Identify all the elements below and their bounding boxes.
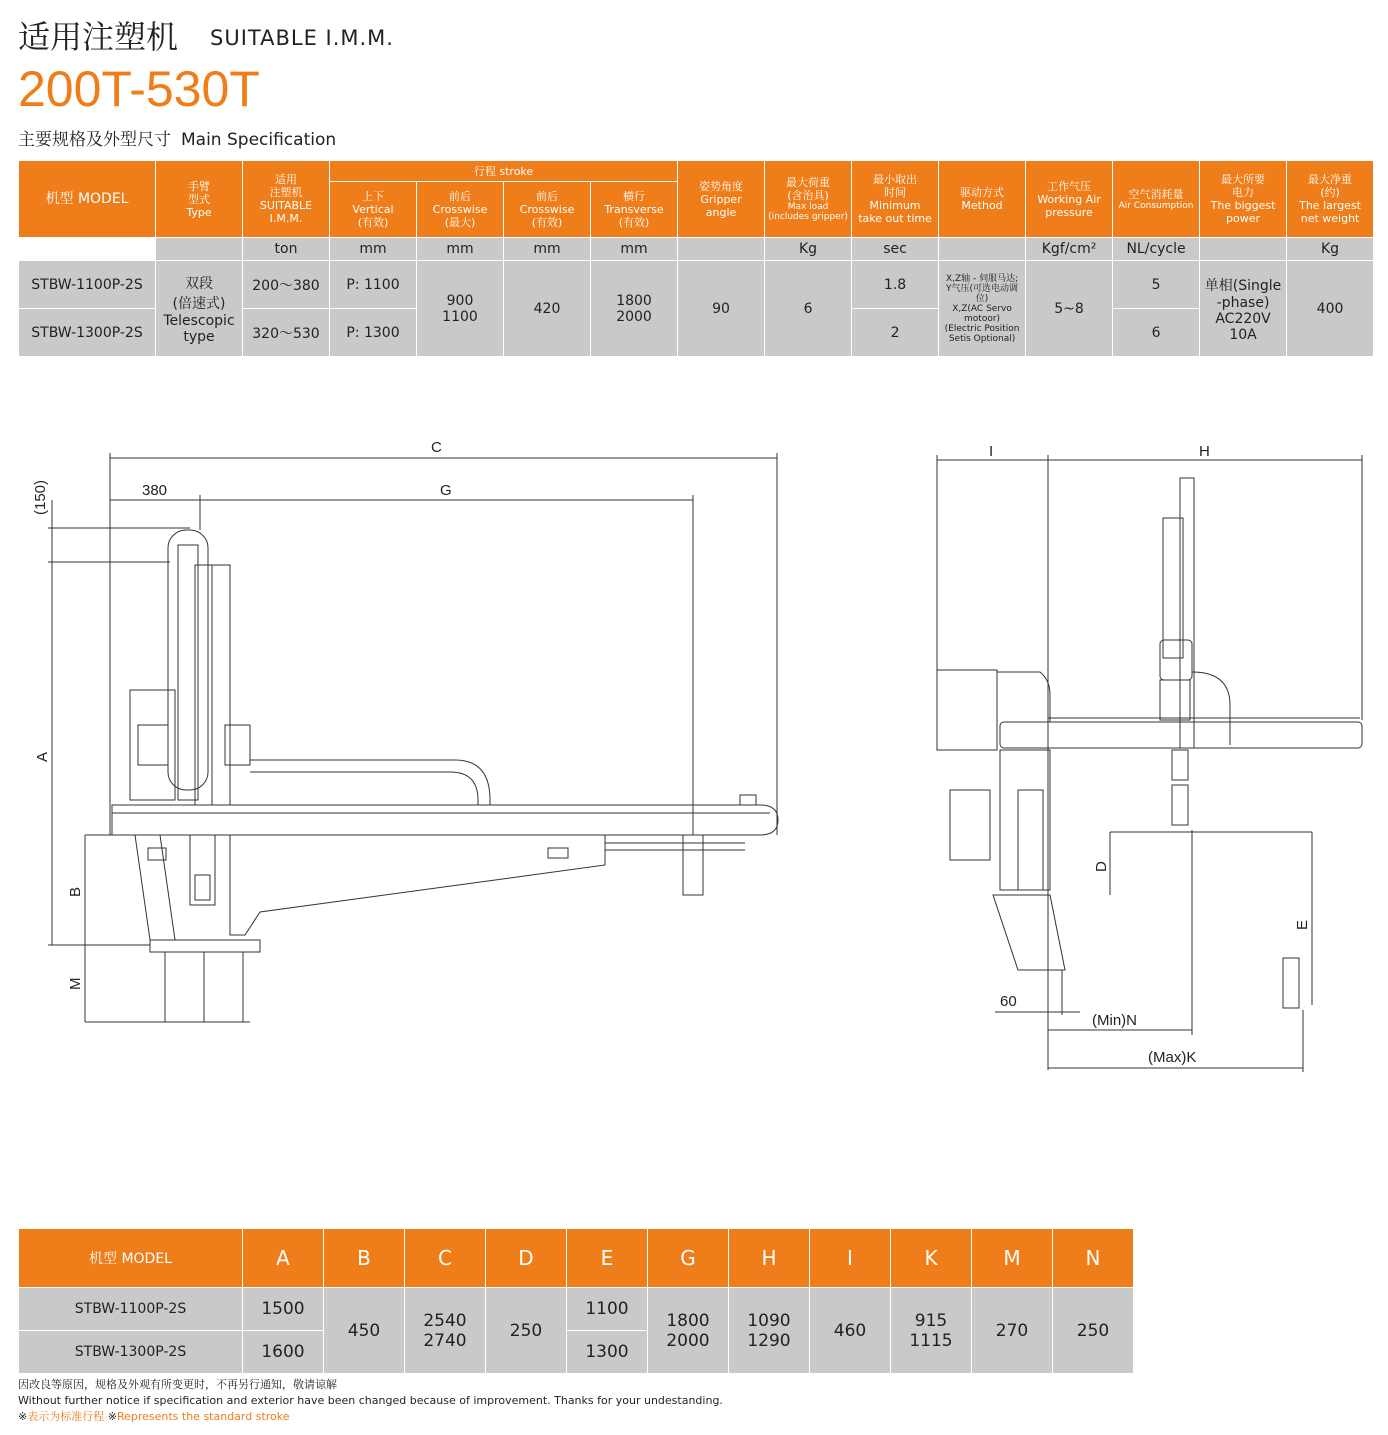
spec-header-transverse: 横行 Transverse (有效) — [591, 182, 678, 238]
note-zh: 因改良等原因，规格及外观有所变更时，不再另行通知，敬请谅解 — [18, 1378, 337, 1391]
dim-header-k: K — [891, 1229, 972, 1288]
dim-header-m: M — [972, 1229, 1053, 1288]
spec-header-cross-eff: 前后 Crosswise (有效) — [504, 182, 591, 238]
dim-label-e: E — [1294, 919, 1311, 930]
spec-header-time: 最小取出 时间 Minimum take out time — [852, 161, 939, 238]
table-row — [19, 1288, 1134, 1331]
spec-header-type: 手臂 型式 Type — [156, 161, 243, 238]
h-cell: 1090 1290 — [729, 1288, 810, 1374]
unit-weight: Kg — [1287, 238, 1374, 261]
unit-transverse: mm — [591, 238, 678, 261]
g-cell: 1800 2000 — [648, 1288, 729, 1374]
imm-cell: 320～530 — [243, 309, 330, 357]
dim-label-60: 60 — [1000, 993, 1017, 1010]
unit-time: sec — [852, 238, 939, 261]
dim-label-i: I — [989, 443, 994, 460]
dim-header-d: D — [486, 1229, 567, 1288]
imm-cell: 200～380 — [243, 261, 330, 309]
dim-header-a: A — [243, 1229, 324, 1288]
consumption-cell: 5 — [1113, 261, 1200, 309]
vertical-cell: P: 1100 — [330, 261, 417, 309]
spec-header-consumption: 空气消耗量 Air Consumption — [1113, 161, 1200, 238]
a-cell: 1500 — [243, 1288, 324, 1331]
unit-load: Kg — [765, 238, 852, 261]
dim-header-g: G — [648, 1229, 729, 1288]
model-cell: STBW-1100P-2S — [19, 1288, 243, 1331]
dim-header-c: C — [405, 1229, 486, 1288]
dim-header-h: H — [729, 1229, 810, 1288]
dim-label-150: (150) — [32, 479, 49, 515]
spec-header-gripper: 姿势角度 Gripper angle — [678, 161, 765, 238]
unit-air: Kgf/cm² — [1026, 238, 1113, 261]
spec-header-imm: 适用 注塑机 SUITABLE I.M.M. — [243, 161, 330, 238]
section-title-en: Main Specification — [181, 130, 337, 150]
footnotes — [18, 1377, 723, 1425]
d-cell: 250 — [486, 1288, 567, 1374]
method-cell: X,Z轴 - 伺服马达; Y气压(可选电动调位) X,Z(AC Servo motoor) (Electric Position Setis Optional) — [939, 261, 1026, 357]
tonnage-range: 200T-530T — [18, 61, 260, 117]
c-cell: 2540 2740 — [405, 1288, 486, 1374]
dim-label-max-k: (Max)K — [1148, 1049, 1197, 1066]
m-cell: 270 — [972, 1288, 1053, 1374]
unit-consumption: NL/cycle — [1113, 238, 1200, 261]
title-en: SUITABLE I.M.M. — [210, 26, 394, 50]
dim-label-g: G — [440, 482, 452, 499]
transverse-cell: 1800 2000 — [591, 261, 678, 357]
time-cell: 1.8 — [852, 261, 939, 309]
type-cell: 双段 (倍速式) Telescopic type — [156, 261, 243, 357]
dim-label-m: M — [67, 977, 84, 990]
spec-header-cross-max: 前后 Crosswise (最大) — [417, 182, 504, 238]
dimension-table — [18, 1228, 1134, 1374]
front-view-drawing — [48, 453, 778, 1022]
model-cell: STBW-1300P-2S — [19, 309, 156, 357]
consumption-cell: 6 — [1113, 309, 1200, 357]
section-title-zh: 主要规格及外型尺寸 — [18, 130, 171, 150]
a-cell: 1600 — [243, 1331, 324, 1374]
side-view-drawing — [937, 455, 1362, 1072]
standard-stroke-note: ※表示为标准行程 ※Represents the standard stroke — [18, 1410, 290, 1423]
model-cell: STBW-1100P-2S — [19, 261, 156, 309]
dim-label-c: C — [431, 439, 442, 456]
spec-header-load: 最大荷重 (含治具) Max load (includes gripper) — [765, 161, 852, 238]
model-cell: STBW-1300P-2S — [19, 1331, 243, 1374]
dim-header-e: E — [567, 1229, 648, 1288]
e-cell: 1100 — [567, 1288, 648, 1331]
spec-header-model: 机型 MODEL — [19, 161, 156, 238]
dim-header-n: N — [1053, 1229, 1134, 1288]
dim-header-i: I — [810, 1229, 891, 1288]
b-cell: 450 — [324, 1288, 405, 1374]
n-cell: 250 — [1053, 1288, 1134, 1374]
dim-header-model: 机型 MODEL — [19, 1229, 243, 1288]
cross-max-cell: 900 1100 — [417, 261, 504, 357]
gripper-cell: 90 — [678, 261, 765, 357]
dim-header-b: B — [324, 1229, 405, 1288]
spec-header-vertical: 上下 Vertical (有效) — [330, 182, 417, 238]
spec-header-air: 工作气压 Working Air pressure — [1026, 161, 1113, 238]
load-cell: 6 — [765, 261, 852, 357]
note-en: Without further notice if specification and exterior have been changed because of improvement. Thanks for your undestanding. — [18, 1394, 723, 1407]
e-cell: 1300 — [567, 1331, 648, 1374]
cross-eff-cell: 420 — [504, 261, 591, 357]
vertical-cell: P: 1300 — [330, 309, 417, 357]
power-cell: 单相(Single -phase) AC220V 10A — [1200, 261, 1287, 357]
time-cell: 2 — [852, 309, 939, 357]
spec-header-stroke: 行程 stroke — [330, 161, 678, 182]
weight-cell: 400 — [1287, 261, 1374, 357]
unit-vertical: mm — [330, 238, 417, 261]
dim-label-380: 380 — [142, 482, 168, 499]
spec-header-method: 驱动方式 Method — [939, 161, 1026, 238]
dim-label-h: H — [1199, 443, 1210, 460]
dim-label-d: D — [1093, 861, 1110, 872]
i-cell: 460 — [810, 1288, 891, 1374]
air-cell: 5~8 — [1026, 261, 1113, 357]
dim-label-min-n: (Min)N — [1092, 1012, 1137, 1029]
unit-cross-max: mm — [417, 238, 504, 261]
unit-imm: ton — [243, 238, 330, 261]
spec-header-weight: 最大净重 (约) The largest net weight — [1287, 161, 1374, 238]
dim-label-b: B — [67, 886, 84, 897]
k-cell: 915 1115 — [891, 1288, 972, 1374]
unit-cross-eff: mm — [504, 238, 591, 261]
spec-header-power: 最大所要 电力 The biggest power — [1200, 161, 1287, 238]
dim-label-a: A — [34, 751, 51, 762]
title-zh: 适用注塑机 — [18, 18, 179, 56]
